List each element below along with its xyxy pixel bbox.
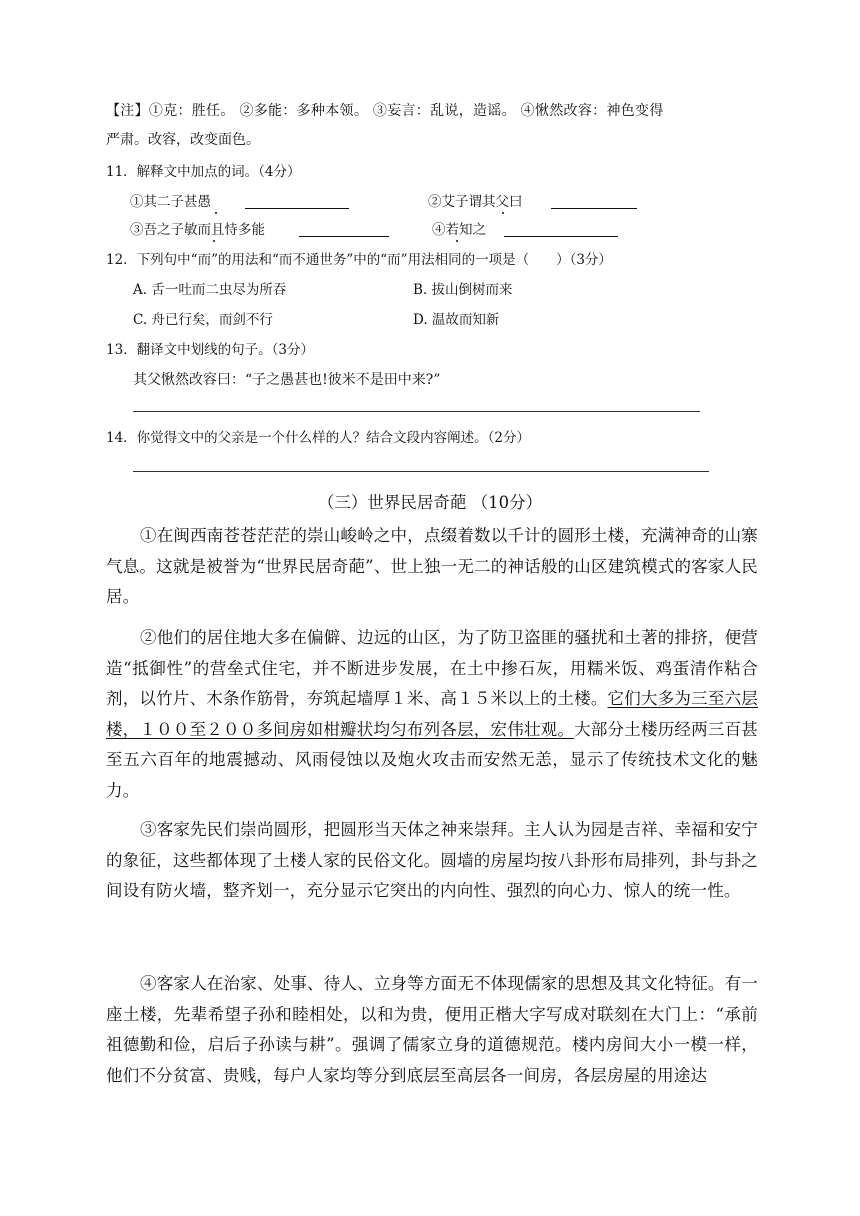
q11-stem: 11．解释文中加点的词。（4分）	[106, 164, 301, 180]
q13-stem: 13．翻译文中划线的句子。（3分）	[106, 342, 315, 358]
q12-stem: 12．下列句中“而”的用法和“而不通世务”中的“而”用法相同的一项是（ ）（3分）	[106, 252, 612, 268]
q11-answer-blank-4[interactable]	[504, 222, 618, 237]
note-line-1: 【注】①克：胜任。 ②多能：多种本领。 ③妄言：乱说，造谣。 ④愀然改容：神色变得	[106, 103, 664, 119]
q12-option-a[interactable]: A. 舌一吐而二虫尽为所吞	[133, 282, 287, 298]
emphasis-dot	[215, 212, 217, 214]
q12-option-d[interactable]: D. 温故而知新	[413, 312, 500, 328]
paragraph-1-text: ①在闽西南苍苍茫茫的崇山峻岭之中，点缀着数以千计的圆形土楼，充满神奇的山寨气息。这就是被誉为“世界民居奇葩”、世上独一无二的神话般的山区建筑模式的客家人民居。	[106, 526, 758, 606]
paragraph-3-text: ③客家先民们崇尚圆形，把圆形当天体之神来崇拜。主人认为园是吉祥、幸福和安宁的象征，这些都体现了土楼人家的民俗文化。圆墙的房屋均按八卦形布局排列，卦与卦之间设有防火墙，整齐划一，充分显示它突出的内向性、强烈的向心力、惊人的统一性。	[106, 820, 758, 900]
note-line-2: 严肃。改容，改变面色。	[106, 132, 260, 148]
q12-option-c[interactable]: C. 舟已行矣，而剑不行	[133, 312, 273, 328]
q11-item-1-text: ①其二子甚愚	[130, 194, 211, 210]
paragraph-2-text-a: ②他们的居住地大多在偏僻、边远的山区，为了防卫盗匪的骚扰和土著的排挤，便营造“抵御性”的营垒式住宅，并不断进步发展，在土中掺石灰，用糯米饭、鸡蛋清作粘合剂，以竹片、木条作筋骨，夯筑起墙厚１米、高１５米以上的土楼。	[106, 628, 758, 708]
paragraph-4-text: ④客家人在治家、处事、待人、立身等方面无不体现儒家的思想及其文化特征。有一座土楼，先辈希望子孙和睦相处，以和为贵，便用正楷大字写成对联刻在大门上：“承前祖德勤和俭，启后子孙读与耕”。强调了儒家立身的道德规范。楼内房间大小一模一样，他们不分贫富、贵贱，每户人家均等分到底层至高层各一间房，各层房屋的用途达	[106, 974, 758, 1085]
section-title: （三）世界民居奇葩 （10分）	[317, 493, 543, 512]
paragraph-2-text-b: 大部分土楼历经两三百甚至五六百年的地震撼动、风雨侵蚀以及炮火攻击而安然无恙，显示了传统技术文化的魅力。	[106, 719, 758, 800]
paragraph-1	[106, 521, 758, 613]
underlined-sentence: 它们大多为三至六层楼，１００至２００多间房如柑瓣状均匀布列各层，宏伟壮观。	[106, 689, 758, 739]
emphasis-dot	[456, 240, 458, 242]
q11-item-4-text: ④若知之	[432, 222, 486, 238]
paragraph-3	[106, 815, 758, 907]
q11-answer-blank-3[interactable]	[299, 222, 389, 237]
q11-item-2	[428, 192, 523, 212]
q11-item-3	[130, 220, 265, 240]
q11-item-1	[130, 192, 211, 212]
q11-item-3-text: ③吾之子敏而且恃多能	[130, 222, 265, 238]
q11-item-4	[432, 220, 486, 240]
q12-option-b[interactable]: B. 拔山倒树而来	[413, 282, 513, 298]
emphasis-dot	[502, 212, 504, 214]
paragraph-4	[106, 969, 758, 1091]
q11-item-2-text: ②艾子谓其父曰	[428, 194, 523, 210]
q14-answer-line[interactable]	[133, 471, 709, 472]
emphasis-dot	[213, 240, 215, 242]
q14-stem: 14．你觉得文中的父亲是一个什么样的人？结合文段内容阐述。（2分）	[106, 430, 531, 446]
q11-answer-blank-1[interactable]	[245, 194, 349, 209]
q13-sentence: 其父愀然改容曰：“子之愚甚也!彼米不是田中来?”	[133, 372, 441, 388]
q11-answer-blank-2[interactable]	[551, 194, 637, 209]
paragraph-2	[106, 623, 758, 806]
q13-answer-line[interactable]	[133, 411, 700, 412]
